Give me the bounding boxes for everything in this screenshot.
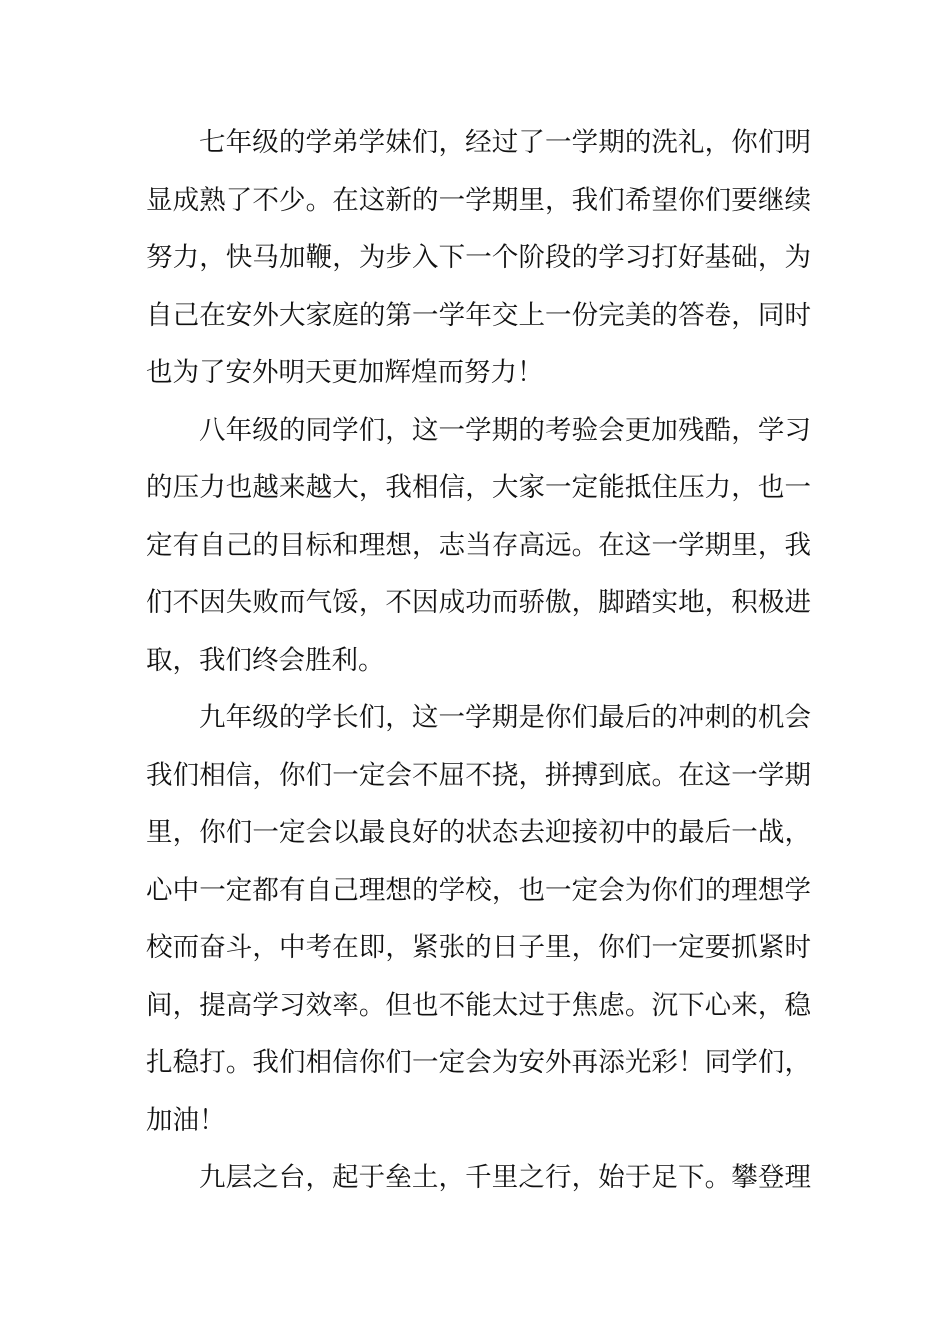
text-line: 我们相信，你们一定会不屈不挠，拼搏到底。在这一学期 bbox=[146, 759, 811, 791]
text-line: 间，提高学习效率。但也不能太过于焦虑。沉下心来，稳 bbox=[146, 989, 811, 1021]
text-line: 扎稳打。我们相信你们一定会为安外再添光彩！同学们， bbox=[146, 1047, 811, 1078]
paragraph-grade-seven bbox=[146, 114, 811, 402]
text-line: 显成熟了不少。在这新的一学期里，我们希望你们要继续 bbox=[146, 184, 811, 216]
paragraph-grade-eight bbox=[146, 402, 811, 690]
text-line: 里，你们一定会以最良好的状态去迎接初中的最后一战， bbox=[146, 817, 811, 848]
text-line: 取，我们终会胜利。 bbox=[146, 644, 385, 676]
text-line: 定有自己的目标和理想，志当存高远。在这一学期里，我 bbox=[146, 529, 811, 561]
text-line: 心中一定都有自己理想的学校，也一定会为你们的理想学 bbox=[146, 874, 811, 906]
text-line: 也为了安外明天更加辉煌而努力！ bbox=[146, 357, 544, 388]
text-line: 努力，快马加鞭，为步入下一个阶段的学习打好基础，为 bbox=[146, 242, 811, 273]
paragraph-grade-nine bbox=[146, 689, 811, 1149]
text-line: 九层之台，起于垒土，千里之行，始于足下。攀登理 bbox=[199, 1162, 811, 1193]
paragraph-closing bbox=[146, 1149, 811, 1207]
text-line: 九年级的学长们，这一学期是你们最后的冲刺的机会 bbox=[199, 702, 811, 733]
text-line: 七年级的学弟学妹们，经过了一学期的洗礼，你们明 bbox=[199, 127, 811, 158]
document-body bbox=[146, 114, 811, 1207]
text-line: 加油！ bbox=[146, 1104, 226, 1136]
text-line: 自己在安外大家庭的第一学年交上一份完美的答卷，同时 bbox=[146, 299, 811, 331]
text-line: 的压力也越来越大，我相信，大家一定能抵住压力，也一 bbox=[146, 472, 811, 503]
text-line: 校而奋斗，中考在即，紧张的日子里，你们一定要抓紧时 bbox=[146, 932, 811, 963]
text-line: 八年级的同学们，这一学期的考验会更加残酷，学习 bbox=[199, 414, 811, 446]
text-line: 们不因失败而气馁，不因成功而骄傲，脚踏实地，积极进 bbox=[146, 587, 811, 618]
